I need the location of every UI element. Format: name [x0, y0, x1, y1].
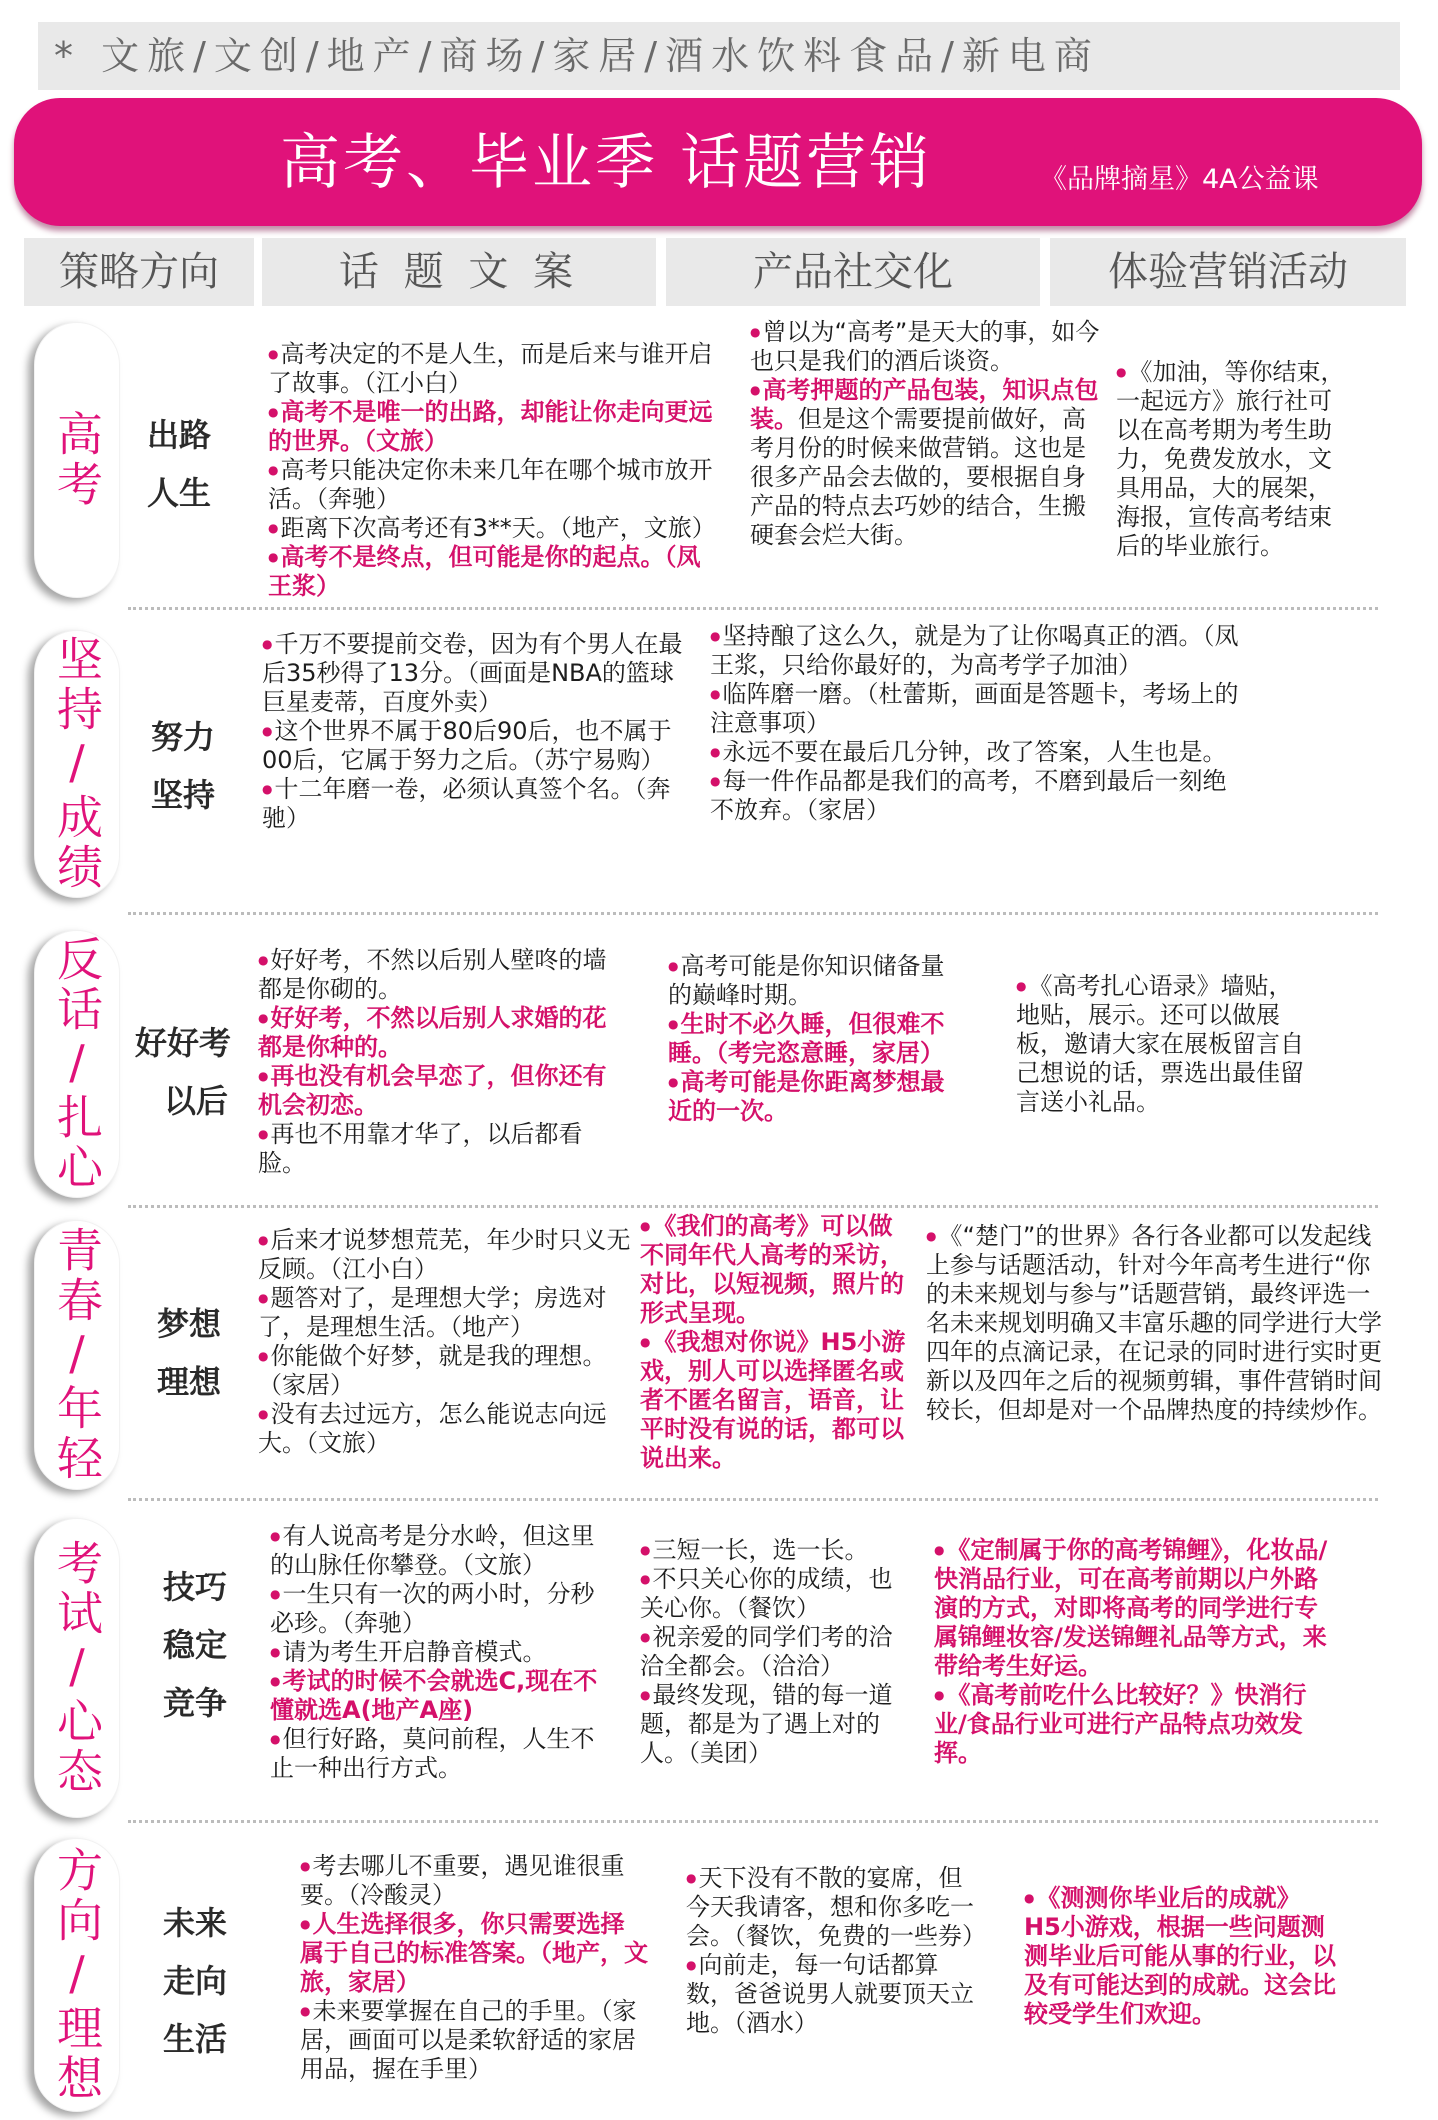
bullet-item: ● 你能做个好梦，就是我的理想。（家居） [258, 1342, 632, 1400]
product-cell [686, 1864, 986, 2038]
row-keywords: 好好考 以后 [134, 1024, 231, 1120]
row-title-persistence: 坚持/成绩 [34, 630, 120, 898]
bullet-item: ● 没有去过远方，怎么能说志向远大。（文旅） [258, 1400, 632, 1458]
product-cell [710, 622, 1240, 825]
bullet-item: ● 《我想对你说》H5小游戏，别人可以选择匿名或者不匿名留言，语音，让平时没有说的话，都可以说出来。 [640, 1328, 914, 1473]
bullet-item: ● 生时不必久睡，但很难不睡。（考完恣意睡，家居） [668, 1010, 968, 1068]
row-title-reverse: 反话/扎心 [34, 930, 120, 1198]
column-header-copy: 话 题 文 案 [262, 238, 656, 306]
bullet-item: ● 高考可能是你距离梦想最近的一次。 [668, 1068, 968, 1126]
row-divider [128, 1205, 1378, 1208]
bullet-item: ● 《测测你毕业后的成就》H5小游戏，根据一些问题测测毕业后可能从事的行业，以及有可能达到的成就。这会比较受学生们欢迎。 [1024, 1884, 1336, 2029]
product-cell [640, 1212, 914, 1473]
bullet-item: ● 十二年磨一卷，必须认真签个名。（奔驰） [262, 775, 690, 833]
bullet-item: ● 未来要掌握在自己的手里。（家居，画面可以是柔软舒适的家居用品，握在手里） [300, 1997, 648, 2084]
bullet-item: ● 高考只能决定你未来几年在哪个城市放开活。（奔驰） [268, 456, 720, 514]
column-header-strategy: 策略方向 [24, 238, 254, 306]
product-cell [640, 1536, 914, 1768]
bullet-item: ● 题答对了，是理想大学；房选对了，是理想生活。（地产） [258, 1284, 632, 1342]
bullet-item: ● 这个世界不属于80后90后，也不属于00后，它属于努力之后。（苏宁易购） [262, 717, 690, 775]
bullet-item: ● 曾以为“高考”是天大的事，如今也只是我们的酒后谈资。 [750, 318, 1106, 376]
bullet-item: ● 三短一长，选一长。 [640, 1536, 914, 1565]
bullet-item: ● 考去哪儿不重要，遇见谁很重要。（冷酸灵） [300, 1852, 648, 1910]
industry-category-bar: * 文旅/文创/地产/商场/家居/酒水饮料食品/新电商 [38, 22, 1400, 90]
bullet-item: ● 每一件作品都是我们的高考，不磨到最后一刻绝不放弃。（家居） [710, 767, 1240, 825]
bullet-item: ● 高考可能是你知识储备量的巅峰时期。 [668, 952, 968, 1010]
row-divider [128, 912, 1378, 915]
bullet-item: ● 高考不是唯一的出路，却能让你走向更远的世界。（文旅） [268, 398, 720, 456]
bullet-item: ● 请为考生开启静音模式。 [270, 1638, 614, 1667]
banner-subtitle: 《品牌摘星》4A公益课 [1040, 164, 1319, 195]
bullet-item: ● 考试的时候不会就选C,现在不懂就选A(地产A座) [270, 1667, 614, 1725]
copy-cell [258, 1226, 632, 1458]
bullet-item: ● 《我们的高考》可以做不同年代人高考的采访，对比，以短视频，照片的形式呈现。 [640, 1212, 914, 1328]
row-title-gaokao: 高考 [34, 322, 120, 598]
bullet-item: ● 高考押题的产品包装，知识点包装。但是这个需要提前做好，高考月份的时候来做营销。这也是很多产品会去做的，要根据自身产品的特点去巧妙的结合，生搬硬套会烂大街。 [750, 376, 1106, 550]
column-header-product: 产品社交化 [666, 238, 1040, 306]
product-cell [668, 952, 968, 1126]
copy-cell [300, 1852, 648, 2084]
row-title-direction: 方向/理想 [34, 1838, 120, 2112]
bullet-item: ● 《高考前吃什么比较好？》快消行业/食品行业可进行产品特点功效发挥。 [934, 1681, 1334, 1768]
bullet-item: ● 向前走，每一句话都算数，爸爸说男人就要顶天立地。（酒水） [686, 1951, 974, 2038]
bullet-item: ● 最终发现，错的每一道题，都是为了遇上对的人。（美团） [640, 1681, 914, 1768]
row-title-exam: 考试/心态 [34, 1518, 120, 1818]
bullet-item: ● 《“楚门”的世界》各行各业都可以发起线上参与话题活动，针对今年高考生进行“你的未来规划与参与”话题营销，最终评选一名未来规划明确又丰富乐趣的同学进行大学四年的点滴记录，在记录的同时进行实时更新以及四年之后的视频剪辑，事件营销时间较长，但却是对一个品牌热度的持续炒作。 [926, 1222, 1386, 1425]
row-keywords: 出路 人生 [146, 416, 211, 512]
row-divider [128, 1820, 1378, 1823]
row-title-youth: 青春/年轻 [34, 1220, 120, 1490]
product-cell [750, 318, 1106, 550]
bullet-item: ● 后来才说梦想荒芜，年少时只义无反顾。（江小白） [258, 1226, 632, 1284]
bullet-item: ● 再也不用靠才华了，以后都看脸。 [258, 1120, 630, 1178]
copy-cell [268, 340, 720, 601]
row-keywords: 努力 坚持 [150, 718, 215, 814]
bullet-item: ● 坚持酿了这么久，就是为了让你喝真正的酒。（凤王浆，只给你最好的，为高考学子加油） [710, 622, 1240, 680]
row-divider [128, 607, 1378, 610]
bullet-item: ● 有人说高考是分水岭，但这里的山脉任你攀登。（文旅） [270, 1522, 614, 1580]
copy-cell [270, 1522, 614, 1783]
bullet-item: ● 距离下次高考还有3**天。（地产，文旅） [268, 514, 720, 543]
bullet-item: ● 高考不是终点，但可能是你的起点。（凤王浆） [268, 543, 720, 601]
experience-cell [1024, 1884, 1336, 2029]
copy-cell [262, 630, 690, 833]
bullet-item: ● 好好考，不然以后别人求婚的花都是你种的。 [258, 1004, 630, 1062]
bullet-item: ● 《定制属于你的高考锦鲤》，化妆品/快消品行业，可在高考前期以户外路演的方式，对即将高考的同学进行专属锦鲤妆容/发送锦鲤礼品等方式，来带给考生好运。 [934, 1536, 1334, 1681]
experience-cell [934, 1536, 1334, 1768]
row-keywords: 技巧 稳定 竞争 [162, 1568, 227, 1722]
experience-cell [926, 1222, 1386, 1425]
row-keywords: 梦想 理想 [156, 1305, 221, 1401]
bullet-item: ● 天下没有不散的宴席，但今天我请客，想和你多吃一会。（餐饮，免费的一些券） [686, 1864, 974, 1951]
banner-title: 高考、毕业季 话题营销 [280, 128, 933, 198]
bullet-item: ● 一生只有一次的两小时，分秒必珍。（奔驰） [270, 1580, 614, 1638]
bullet-item: ● 人生选择很多，你只需要选择属于自己的标准答案。（地产，文旅，家居） [300, 1910, 648, 1997]
bullet-item: ● 临阵磨一磨。（杜蕾斯，画面是答题卡，考场上的注意事项） [710, 680, 1240, 738]
experience-cell [1116, 358, 1346, 561]
bullet-item: ● 不只关心你的成绩，也关心你。（餐饮） [640, 1565, 914, 1623]
row-divider [128, 1498, 1378, 1501]
column-header-experience: 体验营销活动 [1050, 238, 1406, 306]
bullet-item: ● 高考决定的不是人生，而是后来与谁开启了故事。（江小白） [268, 340, 720, 398]
copy-cell [258, 946, 630, 1178]
bullet-item: ● 但行好路，莫问前程，人生不止一种出行方式。 [270, 1725, 614, 1783]
row-keywords: 未来 走向 生活 [162, 1904, 227, 2058]
bullet-item: ● 千万不要提前交卷，因为有个男人在最后35秒得了13分。（画面是NBA的篮球巨星麦蒂，百度外卖） [262, 630, 690, 717]
bullet-item: ● 好好考，不然以后别人壁咚的墙都是你砌的。 [258, 946, 630, 1004]
bullet-item: ● 祝亲爱的同学们考的洽洽全都会。（洽洽） [640, 1623, 914, 1681]
bullet-item: ● 《高考扎心语录》墙贴，地贴，展示。还可以做展板，邀请大家在展板留言自己想说的话，票选出最佳留言送小礼品。 [1016, 972, 1316, 1117]
experience-cell [1016, 972, 1316, 1117]
bullet-item: ● 《加油，等你结束，一起远方》旅行社可以在高考期为考生助力，免费发放水，文具用品，大的展架，海报，宣传高考结束后的毕业旅行。 [1116, 358, 1346, 561]
bullet-item: ● 再也没有机会早恋了，但你还有机会初恋。 [258, 1062, 630, 1120]
bullet-item: ● 永远不要在最后几分钟，改了答案，人生也是。 [710, 738, 1240, 767]
